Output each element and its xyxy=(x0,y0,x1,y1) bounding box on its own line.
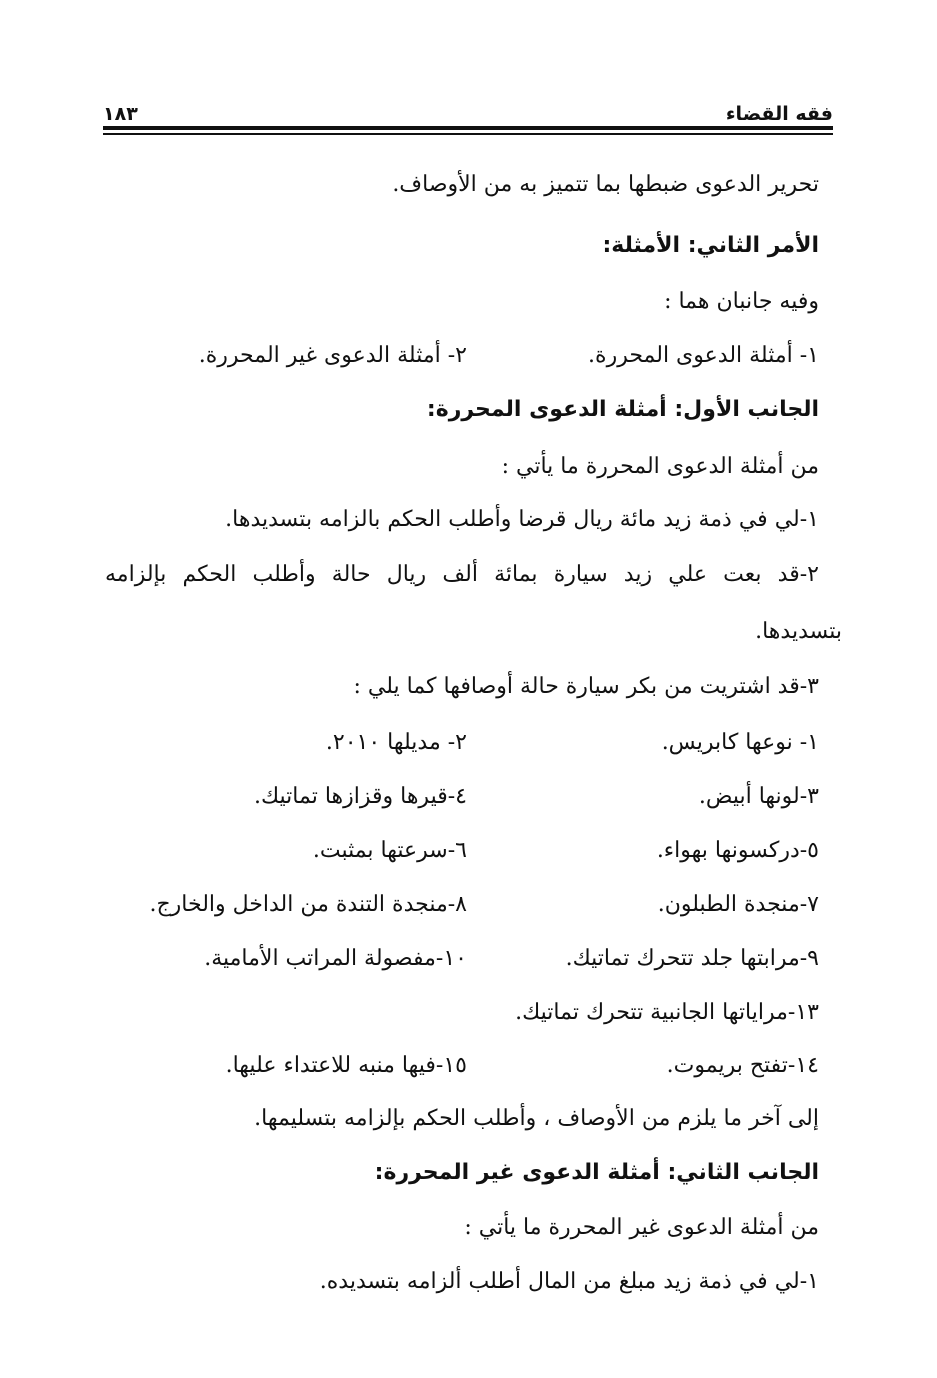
example-line: بتسديدها. xyxy=(755,619,842,644)
spec-item: ١٥-فيها منبه للاعتداء عليها. xyxy=(225,1053,467,1078)
spec-item: ٤-قيرها وقزازها تماتيك. xyxy=(253,784,467,809)
list-item: ١- أمثلة الدعوى المحررة. xyxy=(588,343,819,368)
spec-item: ٢- مديلها ٢٠١٠. xyxy=(325,730,467,755)
header-rule-thin xyxy=(103,133,833,135)
spec-item: ١٤-تفتح بريموت. xyxy=(666,1053,819,1078)
page-number: ١٨٣ xyxy=(103,103,138,125)
text-line: إلى آخر ما يلزم من الأوصاف ، وأطلب الحكم بإلزامه بتسليمها. xyxy=(254,1106,819,1131)
text-line: تحرير الدعوى ضبطها بما تتميز به من الأوصاف. xyxy=(392,172,819,197)
spec-item: ٨-منجدة التندة من الداخل والخارج. xyxy=(149,892,467,917)
spec-item: ٥-دركسونها بهواء. xyxy=(656,838,819,863)
header-rule-thick xyxy=(103,126,833,130)
list-item: ٢- أمثلة الدعوى غير المحررة. xyxy=(198,343,467,368)
spec-item: ٦-سرعتها بمثبت. xyxy=(312,838,467,863)
text-line: من أمثلة الدعوى غير المحررة ما يأتي : xyxy=(464,1215,819,1240)
spec-item: ٩-مرابتها جلد تتحرك تماتيك. xyxy=(565,946,819,971)
spec-item: ١٣-مراياتها الجانبية تتحرك تماتيك. xyxy=(515,1000,819,1025)
spec-item: ٣-لونها أبيض. xyxy=(698,784,819,809)
page-header xyxy=(103,95,833,125)
example-line: ١-لي في ذمة زيد مائة ريال قرضا وأطلب الحكم بالزامه بتسديدها. xyxy=(225,507,819,532)
section-heading: الجانب الثاني: أمثلة الدعوى غير المحررة: xyxy=(374,1160,819,1185)
section-heading: الأمر الثاني: الأمثلة: xyxy=(602,233,819,258)
section-heading: الجانب الأول: أمثلة الدعوى المحررة: xyxy=(426,397,819,422)
spec-item: ٧-منجدة الطبلون. xyxy=(657,892,819,917)
example-line: ٣-قد اشتريت من بكر سيارة حالة أوصافها كما يلي : xyxy=(353,674,819,699)
text-line: من أمثلة الدعوى المحررة ما يأتي : xyxy=(501,454,819,479)
example-line: ٢-قد بعت علي زيد سيارة بمائة ألف ريال حالة وأطلب الحكم بإلزامه xyxy=(105,562,819,587)
spec-item: ١- نوعها كابريس. xyxy=(661,730,819,755)
spec-item: ١٠-مفصولة المراتب الأمامية. xyxy=(204,946,467,971)
example-line: ١-لي في ذمة زيد مبلغ من المال أطلب ألزامه بتسديده. xyxy=(319,1269,819,1294)
header-title: فقه القضاء xyxy=(725,103,833,125)
text-line: وفيه جانبان هما : xyxy=(664,289,819,314)
